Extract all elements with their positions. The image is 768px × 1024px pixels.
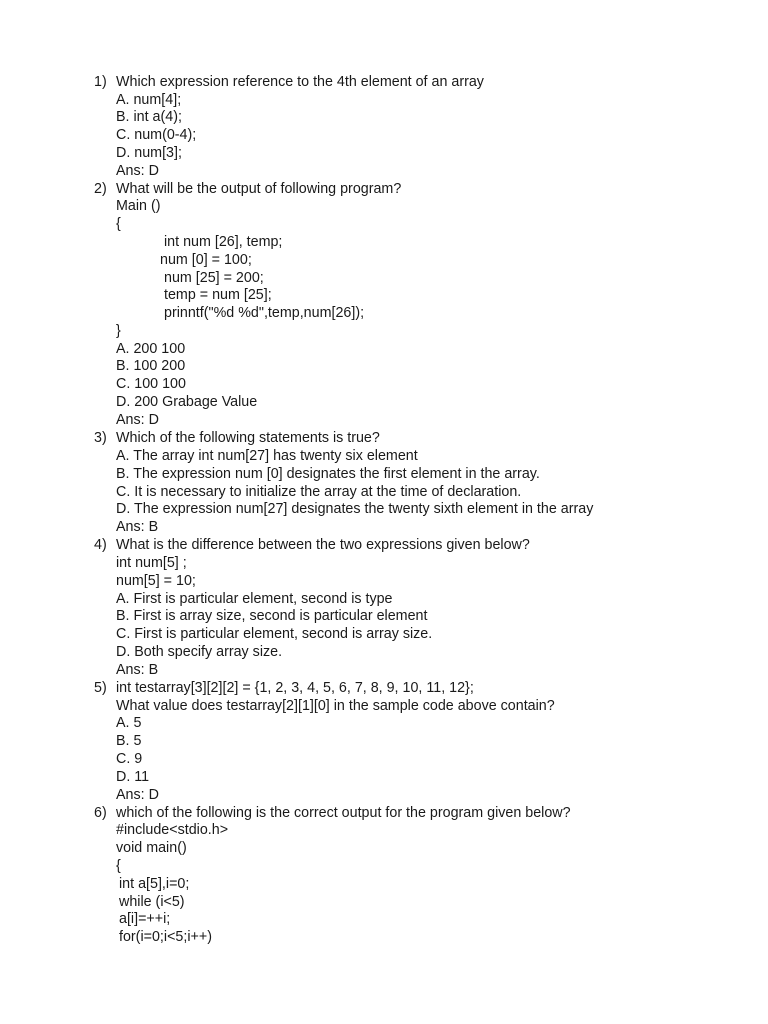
option-a: A. The array int num[27] has twenty six element [116,448,418,464]
option-b: B. int a(4); [116,109,182,125]
code-line: int a[5],i=0; [119,876,190,892]
code-line: num [25] = 200; [164,270,264,286]
code-line: int num [26], temp; [164,234,283,250]
option-b: B. First is array size, second is particular element [116,608,428,624]
option-d: D. 200 Grabage Value [116,394,258,410]
code-line: num[5] = 10; [116,573,196,589]
answer: Ans: D [116,412,159,428]
question-text: which of the following is the correct output for the program given below? [116,805,571,821]
option-c: C. First is particular element, second is array size. [116,626,433,642]
option-c: C. 9 [116,751,143,767]
answer: Ans: B [116,662,159,678]
option-b: B. 100 200 [116,358,186,374]
question-text: Which of the following statements is true? [116,430,380,446]
option-b: B. The expression num [0] designates the first element in the array. [116,466,540,482]
answer: Ans: D [116,163,159,179]
option-d: D. 11 [116,769,150,785]
code-line: { [116,216,121,232]
code-line: while (i<5) [119,894,185,910]
question-number: 3) [94,430,107,446]
option-a: A. 200 100 [116,341,186,357]
option-c: C. num(0-4); [116,127,197,143]
code-line: Main () [116,198,161,214]
code-line: } [116,323,121,339]
code-line: num [0] = 100; [160,252,252,268]
code-line: #include<stdio.h> [116,822,229,838]
question-text: What will be the output of following program? [116,181,402,197]
code-line: int num[5] ; [116,555,187,571]
code-line: void main() [116,840,187,856]
question-text: What is the difference between the two expressions given below? [116,537,530,553]
option-d: D. num[3]; [116,145,182,161]
option-a: A. First is particular element, second is type [116,591,393,607]
answer: Ans: D [116,787,159,803]
option-a: A. num[4]; [116,92,182,108]
question-number: 1) [94,74,107,90]
option-d: D. The expression num[27] designates the twenty sixth element in the array [116,501,594,517]
question-number: 6) [94,805,107,821]
code-line: { [116,858,121,874]
question-subtext: What value does testarray[2][1][0] in the sample code above contain? [116,698,555,714]
code-line: for(i=0;i<5;i++) [119,929,212,945]
code-line: a[i]=++i; [119,911,171,927]
option-c: C. It is necessary to initialize the array at the time of declaration. [116,484,522,500]
code-line: temp = num [25]; [164,287,272,303]
option-b: B. 5 [116,733,142,749]
answer: Ans: B [116,519,159,535]
question-text: Which expression reference to the 4th element of an array [116,74,484,90]
question-number: 4) [94,537,107,553]
question-number: 5) [94,680,107,696]
option-a: A. 5 [116,715,142,731]
code-line: prinntf("%d %d",temp,num[26]); [164,305,365,321]
question-text: int testarray[3][2][2] = {1, 2, 3, 4, 5, 6, 7, 8, 9, 10, 11, 12}; [116,680,474,696]
option-c: C. 100 100 [116,376,186,392]
option-d: D. Both specify array size. [116,644,283,660]
question-number: 2) [94,181,107,197]
